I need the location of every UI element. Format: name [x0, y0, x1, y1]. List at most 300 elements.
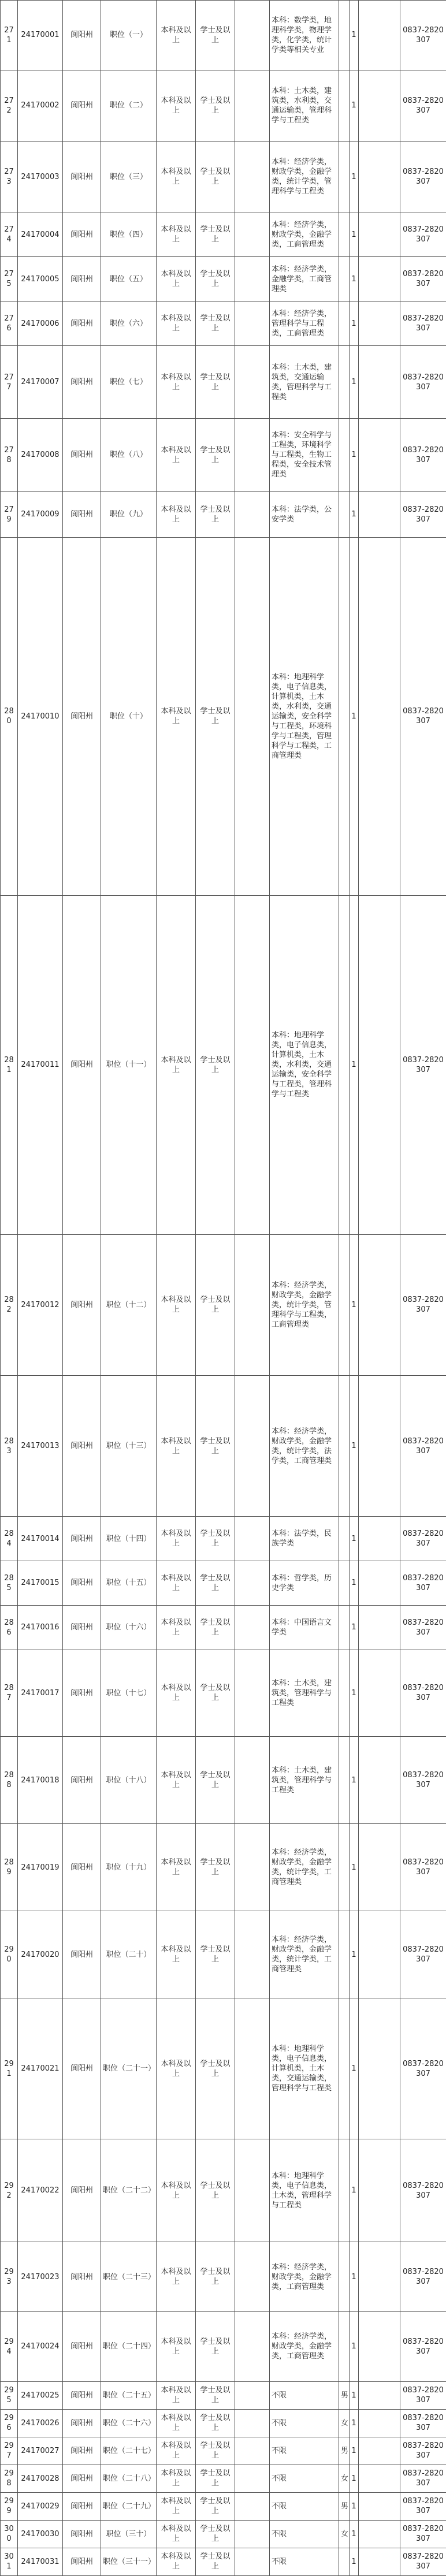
- cell-phone: 0837-2820307: [400, 1605, 446, 1650]
- cell-count: 1: [350, 2548, 359, 2575]
- cell-place: [359, 1, 400, 70]
- cell-sex: [339, 70, 350, 141]
- table-row: [1, 1234, 446, 1375]
- cell-unit: 阆阳州: [63, 2381, 101, 2409]
- table-row: [1, 537, 446, 895]
- cell-count: 1: [350, 537, 359, 895]
- table-row: [1, 1375, 446, 1516]
- cell-education: 本科及以上: [157, 895, 196, 1234]
- cell-sex: [339, 213, 350, 257]
- cell-major: 本科：法学类，公安学类: [270, 492, 339, 538]
- cell-code: 24170023: [18, 2242, 63, 2312]
- table-row: [1, 1605, 446, 1650]
- cell-code: 24170005: [18, 257, 63, 301]
- cell-sex: [339, 257, 350, 301]
- cell-unit: 阆阳州: [63, 419, 101, 492]
- cell-education: 本科及以上: [157, 2381, 196, 2409]
- cell-degree: 学士及以上: [196, 2409, 235, 2437]
- table-row: [1, 301, 446, 346]
- cell-count: 1: [350, 492, 359, 538]
- cell-code: 24170028: [18, 2465, 63, 2492]
- cell-source: [235, 1605, 270, 1650]
- cell-post: 职位（二十九）: [101, 2492, 157, 2520]
- cell-count: 1: [350, 2520, 359, 2548]
- cell-count: 1: [350, 2409, 359, 2437]
- cell-source: [235, 2437, 270, 2465]
- cell-education: 本科及以上: [157, 142, 196, 213]
- table-row: [1, 1824, 446, 1911]
- cell-unit: 阆阳州: [63, 1824, 101, 1911]
- cell-no: 299: [1, 2492, 18, 2520]
- cell-unit: 阆阳州: [63, 2139, 101, 2242]
- table-row: [1, 1998, 446, 2139]
- cell-degree: 学士及以上: [196, 257, 235, 301]
- cell-post: 职位（二十一）: [101, 1998, 157, 2139]
- cell-count: 1: [350, 1824, 359, 1911]
- cell-place: [359, 2409, 400, 2437]
- cell-code: 24170030: [18, 2520, 63, 2548]
- cell-unit: 阆阳州: [63, 1605, 101, 1650]
- cell-place: [359, 1561, 400, 1605]
- cell-post: 职位（二十三）: [101, 2242, 157, 2312]
- cell-sex: [339, 2548, 350, 2575]
- cell-sex: 男: [339, 2381, 350, 2409]
- cell-no: 293: [1, 2242, 18, 2312]
- cell-place: [359, 2548, 400, 2575]
- cell-no: 273: [1, 142, 18, 213]
- cell-degree: 学士及以上: [196, 1234, 235, 1375]
- cell-place: [359, 1234, 400, 1375]
- cell-code: 24170003: [18, 142, 63, 213]
- cell-unit: 阆阳州: [63, 142, 101, 213]
- cell-sex: [339, 1375, 350, 1516]
- cell-sex: 女: [339, 2520, 350, 2548]
- cell-unit: 阆阳州: [63, 2465, 101, 2492]
- cell-post: 职位（十五）: [101, 1561, 157, 1605]
- cell-count: 1: [350, 1737, 359, 1824]
- cell-source: [235, 492, 270, 538]
- cell-place: [359, 2381, 400, 2409]
- cell-unit: 阆阳州: [63, 257, 101, 301]
- cell-degree: 学士及以上: [196, 2139, 235, 2242]
- cell-count: 1: [350, 257, 359, 301]
- cell-education: 本科及以上: [157, 1375, 196, 1516]
- cell-place: [359, 2242, 400, 2312]
- cell-degree: 学士及以上: [196, 1561, 235, 1605]
- cell-major: 本科：经济学类，金融学类，工商管理类: [270, 257, 339, 301]
- cell-education: 本科及以上: [157, 257, 196, 301]
- cell-source: [235, 1561, 270, 1605]
- cell-unit: 阆阳州: [63, 895, 101, 1234]
- cell-major: 本科：数学类，地理科学类，物理学类，化学类，统计学类等相关专业: [270, 1, 339, 70]
- cell-education: 本科及以上: [157, 2437, 196, 2465]
- cell-code: 24170016: [18, 1605, 63, 1650]
- cell-no: 297: [1, 2437, 18, 2465]
- cell-major: 本科：经济学类，财政学类，金融学类，统计学类，工商管理类: [270, 1911, 339, 1998]
- cell-unit: 阆阳州: [63, 1561, 101, 1605]
- cell-no: 300: [1, 2520, 18, 2548]
- cell-major: 本科：经济学类，财政学类，金融学类，统计学类，管理科学与工程类: [270, 142, 339, 213]
- cell-education: 本科及以上: [157, 2520, 196, 2548]
- cell-place: [359, 895, 400, 1234]
- cell-degree: 学士及以上: [196, 2242, 235, 2312]
- cell-code: 24170020: [18, 1911, 63, 1998]
- cell-no: 271: [1, 1, 18, 70]
- cell-sex: [339, 1561, 350, 1605]
- cell-place: [359, 2312, 400, 2382]
- cell-major: 本科：地理科学类，电子信息类，土木类，管理科学与工程类: [270, 2139, 339, 2242]
- cell-place: [359, 1605, 400, 1650]
- cell-code: 24170006: [18, 301, 63, 346]
- cell-place: [359, 70, 400, 141]
- cell-unit: 阆阳州: [63, 1, 101, 70]
- table-row: [1, 1517, 446, 1561]
- cell-education: 本科及以上: [157, 492, 196, 538]
- cell-source: [235, 1737, 270, 1824]
- cell-degree: 学士及以上: [196, 2548, 235, 2575]
- cell-no: 277: [1, 345, 18, 418]
- cell-code: 24170014: [18, 1517, 63, 1561]
- cell-post: 职位（十九）: [101, 1824, 157, 1911]
- cell-major: 不限: [270, 2381, 339, 2409]
- cell-code: 24170029: [18, 2492, 63, 2520]
- cell-source: [235, 2492, 270, 2520]
- cell-sex: [339, 1234, 350, 1375]
- cell-count: 1: [350, 2437, 359, 2465]
- cell-sex: 男: [339, 2492, 350, 2520]
- cell-phone: 0837-2820307: [400, 70, 446, 141]
- cell-degree: 学士及以上: [196, 70, 235, 141]
- table-row: [1, 2409, 446, 2437]
- cell-post: 职位（二十六）: [101, 2409, 157, 2437]
- cell-sex: [339, 2242, 350, 2312]
- cell-unit: 阆阳州: [63, 1517, 101, 1561]
- table-row: [1, 2465, 446, 2492]
- cell-phone: 0837-2820307: [400, 1, 446, 70]
- cell-phone: 0837-2820307: [400, 345, 446, 418]
- cell-degree: 学士及以上: [196, 1737, 235, 1824]
- cell-place: [359, 1824, 400, 1911]
- cell-no: 298: [1, 2465, 18, 2492]
- cell-major: 本科：经济学类，财政学类，金融学类，工商管理类: [270, 2312, 339, 2382]
- cell-source: [235, 1998, 270, 2139]
- cell-phone: 0837-2820307: [400, 257, 446, 301]
- cell-code: 24170018: [18, 1737, 63, 1824]
- cell-unit: 阆阳州: [63, 2492, 101, 2520]
- cell-post: 职位（二十二）: [101, 2139, 157, 2242]
- cell-post: 职位（八）: [101, 419, 157, 492]
- cell-code: 24170024: [18, 2312, 63, 2382]
- cell-education: 本科及以上: [157, 1998, 196, 2139]
- cell-education: 本科及以上: [157, 1561, 196, 1605]
- table-row: [1, 1, 446, 70]
- cell-unit: 阆阳州: [63, 537, 101, 895]
- cell-sex: [339, 1, 350, 70]
- cell-major: 本科：中国语言文学类: [270, 1605, 339, 1650]
- cell-post: 职位（二十）: [101, 1911, 157, 1998]
- cell-post: 职位（二十七）: [101, 2437, 157, 2465]
- table-row: [1, 2381, 446, 2409]
- cell-education: 本科及以上: [157, 1911, 196, 1998]
- cell-post: 职位（三十一）: [101, 2548, 157, 2575]
- cell-code: 24170009: [18, 492, 63, 538]
- cell-major: 本科：地理科学类，电子信息类，计算机类，土木类，水利类，交通运输类，安全科学与工程类，管理科学与工程类: [270, 895, 339, 1234]
- cell-degree: 学士及以上: [196, 1824, 235, 1911]
- table-row: [1, 2520, 446, 2548]
- cell-major: 本科：地理科学类，电子信息类，计算机类，土木类，水利类，交通运输类，安全科学与工程类，环境科学与工程类，管理科学与工程类，工商管理类: [270, 537, 339, 895]
- cell-phone: 0837-2820307: [400, 2437, 446, 2465]
- cell-no: 285: [1, 1561, 18, 1605]
- cell-unit: 阆阳州: [63, 2312, 101, 2382]
- cell-phone: 0837-2820307: [400, 2465, 446, 2492]
- cell-unit: 阆阳州: [63, 213, 101, 257]
- cell-count: 1: [350, 2242, 359, 2312]
- cell-education: 本科及以上: [157, 2548, 196, 2575]
- cell-count: 1: [350, 345, 359, 418]
- cell-post: 职位（三）: [101, 142, 157, 213]
- cell-sex: [339, 2139, 350, 2242]
- cell-unit: 阆阳州: [63, 2520, 101, 2548]
- cell-education: 本科及以上: [157, 2465, 196, 2492]
- cell-major: 不限: [270, 2465, 339, 2492]
- cell-unit: 阆阳州: [63, 2242, 101, 2312]
- table-row: [1, 419, 446, 492]
- cell-sex: [339, 1517, 350, 1561]
- cell-major: 本科：经济学类，财政学类，金融学类，统计学类，工商管理类: [270, 1824, 339, 1911]
- cell-count: 1: [350, 895, 359, 1234]
- table-row: [1, 492, 446, 538]
- cell-education: 本科及以上: [157, 301, 196, 346]
- cell-code: 24170017: [18, 1650, 63, 1737]
- cell-education: 本科及以上: [157, 2492, 196, 2520]
- cell-degree: 学士及以上: [196, 2492, 235, 2520]
- cell-unit: 阆阳州: [63, 492, 101, 538]
- cell-code: 24170031: [18, 2548, 63, 2575]
- cell-sex: [339, 345, 350, 418]
- cell-no: 287: [1, 1650, 18, 1737]
- cell-no: 290: [1, 1911, 18, 1998]
- cell-degree: 学士及以上: [196, 2520, 235, 2548]
- cell-source: [235, 1234, 270, 1375]
- cell-unit: 阆阳州: [63, 345, 101, 418]
- cell-sex: [339, 419, 350, 492]
- cell-count: 1: [350, 1650, 359, 1737]
- cell-education: 本科及以上: [157, 2139, 196, 2242]
- cell-sex: [339, 1650, 350, 1737]
- cell-education: 本科及以上: [157, 1737, 196, 1824]
- cell-unit: 阆阳州: [63, 1737, 101, 1824]
- cell-degree: 学士及以上: [196, 2437, 235, 2465]
- cell-source: [235, 2409, 270, 2437]
- cell-major: 不限: [270, 2409, 339, 2437]
- cell-phone: 0837-2820307: [400, 301, 446, 346]
- cell-phone: 0837-2820307: [400, 2492, 446, 2520]
- cell-source: [235, 1650, 270, 1737]
- cell-place: [359, 1911, 400, 1998]
- cell-major: 不限: [270, 2548, 339, 2575]
- cell-phone: 0837-2820307: [400, 1650, 446, 1737]
- cell-education: 本科及以上: [157, 537, 196, 895]
- cell-place: [359, 1998, 400, 2139]
- cell-no: 295: [1, 2381, 18, 2409]
- cell-place: [359, 345, 400, 418]
- cell-major: 本科：土木类，建筑类，管理科学与工程类: [270, 1737, 339, 1824]
- cell-post: 职位（十二）: [101, 1234, 157, 1375]
- cell-place: [359, 1517, 400, 1561]
- cell-no: 272: [1, 70, 18, 141]
- cell-post: 职位（十六）: [101, 1605, 157, 1650]
- cell-post: 职位（十七）: [101, 1650, 157, 1737]
- cell-major: 本科：土木类，建筑类，交通运输类，管理科学与工程类: [270, 345, 339, 418]
- cell-count: 1: [350, 2139, 359, 2242]
- table-row: [1, 1650, 446, 1737]
- cell-phone: 0837-2820307: [400, 2548, 446, 2575]
- cell-source: [235, 257, 270, 301]
- cell-code: 24170026: [18, 2409, 63, 2437]
- cell-no: 275: [1, 257, 18, 301]
- cell-phone: 0837-2820307: [400, 1998, 446, 2139]
- cell-education: 本科及以上: [157, 213, 196, 257]
- cell-degree: 学士及以上: [196, 895, 235, 1234]
- cell-sex: [339, 537, 350, 895]
- cell-post: 职位（十三）: [101, 1375, 157, 1516]
- cell-post: 职位（五）: [101, 257, 157, 301]
- cell-phone: 0837-2820307: [400, 1375, 446, 1516]
- cell-source: [235, 142, 270, 213]
- cell-phone: 0837-2820307: [400, 492, 446, 538]
- cell-count: 1: [350, 1911, 359, 1998]
- cell-source: [235, 2139, 270, 2242]
- cell-no: 284: [1, 1517, 18, 1561]
- cell-education: 本科及以上: [157, 1824, 196, 1911]
- cell-unit: 阆阳州: [63, 70, 101, 141]
- cell-source: [235, 213, 270, 257]
- table-row: [1, 2139, 446, 2242]
- cell-code: 24170015: [18, 1561, 63, 1605]
- cell-major: 本科：法学类，民族学类: [270, 1517, 339, 1561]
- table-row: [1, 895, 446, 1234]
- cell-degree: 学士及以上: [196, 1650, 235, 1737]
- cell-degree: 学士及以上: [196, 1605, 235, 1650]
- cell-place: [359, 537, 400, 895]
- cell-code: 24170008: [18, 419, 63, 492]
- cell-count: 1: [350, 2381, 359, 2409]
- cell-source: [235, 895, 270, 1234]
- cell-source: [235, 1517, 270, 1561]
- cell-no: 288: [1, 1737, 18, 1824]
- cell-phone: 0837-2820307: [400, 213, 446, 257]
- cell-major: 本科：地理科学类，电子信息类，计算机类，土木类，交通运输类，管理科学与工程类: [270, 1998, 339, 2139]
- cell-unit: 阆阳州: [63, 2409, 101, 2437]
- table-row: [1, 2548, 446, 2575]
- cell-major: 本科：哲学类，历史学类: [270, 1561, 339, 1605]
- cell-source: [235, 2465, 270, 2492]
- table-row: [1, 2312, 446, 2382]
- cell-source: [235, 345, 270, 418]
- table-row: [1, 213, 446, 257]
- cell-code: 24170027: [18, 2437, 63, 2465]
- cell-no: 294: [1, 2312, 18, 2382]
- cell-no: 280: [1, 537, 18, 895]
- cell-degree: 学士及以上: [196, 142, 235, 213]
- cell-degree: 学士及以上: [196, 2465, 235, 2492]
- cell-sex: 女: [339, 2409, 350, 2437]
- cell-sex: [339, 492, 350, 538]
- cell-source: [235, 2312, 270, 2382]
- cell-phone: 0837-2820307: [400, 142, 446, 213]
- cell-code: 24170025: [18, 2381, 63, 2409]
- cell-source: [235, 1, 270, 70]
- cell-no: 292: [1, 2139, 18, 2242]
- cell-degree: 学士及以上: [196, 537, 235, 895]
- cell-source: [235, 70, 270, 141]
- cell-phone: 0837-2820307: [400, 419, 446, 492]
- cell-phone: 0837-2820307: [400, 537, 446, 895]
- cell-sex: [339, 2312, 350, 2382]
- cell-major: 不限: [270, 2492, 339, 2520]
- cell-post: 职位（二十五）: [101, 2381, 157, 2409]
- cell-post: 职位（十）: [101, 537, 157, 895]
- cell-education: 本科及以上: [157, 345, 196, 418]
- cell-sex: [339, 142, 350, 213]
- cell-no: 281: [1, 895, 18, 1234]
- cell-degree: 学士及以上: [196, 1911, 235, 1998]
- cell-place: [359, 419, 400, 492]
- cell-post: 职位（四）: [101, 213, 157, 257]
- cell-code: 24170022: [18, 2139, 63, 2242]
- cell-unit: 阆阳州: [63, 2437, 101, 2465]
- cell-post: 职位（二十八）: [101, 2465, 157, 2492]
- cell-place: [359, 492, 400, 538]
- cell-place: [359, 142, 400, 213]
- cell-degree: 学士及以上: [196, 492, 235, 538]
- cell-education: 本科及以上: [157, 419, 196, 492]
- cell-code: 24170001: [18, 1, 63, 70]
- cell-code: 24170007: [18, 345, 63, 418]
- cell-unit: 阆阳州: [63, 2548, 101, 2575]
- cell-count: 1: [350, 142, 359, 213]
- cell-count: 1: [350, 1998, 359, 2139]
- cell-degree: 学士及以上: [196, 2312, 235, 2382]
- cell-degree: 学士及以上: [196, 345, 235, 418]
- cell-code: 24170021: [18, 1998, 63, 2139]
- cell-major: 本科：经济学类，管理科学与工程类，工商管理类: [270, 301, 339, 346]
- cell-post: 职位（十八）: [101, 1737, 157, 1824]
- cell-no: 283: [1, 1375, 18, 1516]
- table-row: [1, 70, 446, 141]
- cell-no: 274: [1, 213, 18, 257]
- cell-source: [235, 1911, 270, 1998]
- cell-major: 本科：经济学类，财政学类，金融学类，工商管理类: [270, 2242, 339, 2312]
- cell-post: 职位（六）: [101, 301, 157, 346]
- cell-place: [359, 213, 400, 257]
- cell-major: 本科：经济学类，财政学类，金融学类，工商管理类: [270, 213, 339, 257]
- cell-place: [359, 2520, 400, 2548]
- cell-education: 本科及以上: [157, 2409, 196, 2437]
- cell-no: 279: [1, 492, 18, 538]
- cell-no: 278: [1, 419, 18, 492]
- cell-place: [359, 1737, 400, 1824]
- cell-sex: 男: [339, 2437, 350, 2465]
- cell-education: 本科及以上: [157, 1605, 196, 1650]
- cell-post: 职位（二十四）: [101, 2312, 157, 2382]
- cell-post: 职位（十一）: [101, 895, 157, 1234]
- cell-source: [235, 1824, 270, 1911]
- cell-phone: 0837-2820307: [400, 895, 446, 1234]
- cell-unit: 阆阳州: [63, 1375, 101, 1516]
- cell-degree: 学士及以上: [196, 213, 235, 257]
- cell-post: 职位（七）: [101, 345, 157, 418]
